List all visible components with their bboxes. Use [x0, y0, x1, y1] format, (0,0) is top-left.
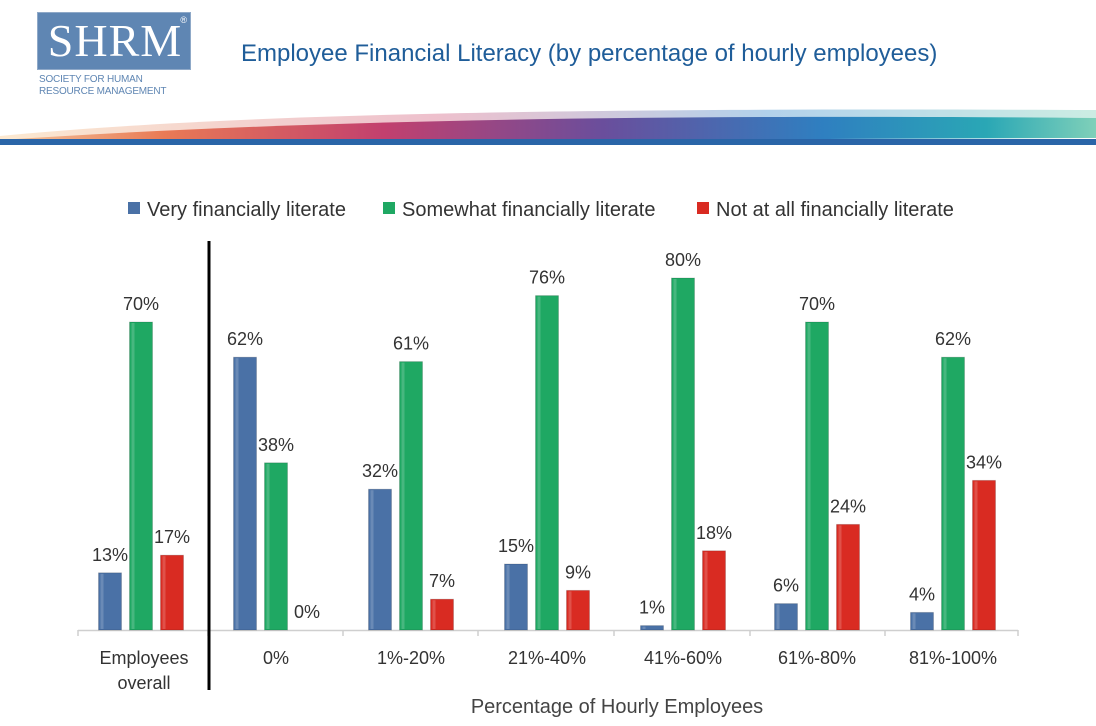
- bar-highlight: [913, 613, 916, 629]
- category-label: 1%-20%: [376, 648, 446, 668]
- legend-label-0: Very financially literate: [147, 199, 346, 221]
- category-label: 61%-80%: [777, 648, 857, 668]
- bar-highlight: [132, 323, 135, 629]
- page-title: Employee Financial Literacy (by percentage of hourly employees): [241, 40, 938, 67]
- bar-highlight: [643, 627, 646, 629]
- bar-highlight: [705, 552, 708, 629]
- data-label: 18%: [695, 522, 733, 543]
- data-label: 0%: [293, 602, 321, 622]
- data-label: 15%: [497, 536, 535, 556]
- data-label: 32%: [361, 461, 399, 482]
- data-label: 7%: [428, 571, 456, 592]
- category-label: 21%-40%: [507, 648, 587, 668]
- logo-registered-mark: ®: [180, 15, 187, 25]
- bar-highlight: [101, 574, 104, 629]
- bar-highlight: [674, 279, 677, 629]
- data-label: 62%: [934, 329, 972, 350]
- logo-subtitle-line2: RESOURCE MANAGEMENT: [39, 86, 167, 97]
- data-label: 70%: [798, 294, 836, 314]
- legend-swatch-0: [128, 202, 140, 214]
- data-label: 4%: [908, 584, 936, 605]
- category-label: 0%: [262, 648, 290, 668]
- legend-swatch-2: [697, 202, 709, 214]
- data-label: 80%: [664, 250, 702, 270]
- data-label: 13%: [91, 544, 129, 565]
- logo-subtitle-line1: SOCIETY FOR HUMAN: [39, 74, 143, 85]
- bar-highlight: [163, 556, 166, 629]
- data-label: 17%: [153, 527, 191, 548]
- legend-label-1: Somewhat financially literate: [402, 199, 656, 221]
- data-label: 6%: [772, 575, 800, 596]
- data-label: 76%: [528, 267, 566, 288]
- data-label: 62%: [226, 329, 264, 350]
- data-label: 70%: [122, 294, 160, 314]
- bar-highlight: [267, 464, 270, 629]
- data-label: 1%: [638, 597, 666, 618]
- logo-letters: SHRM: [47, 15, 183, 66]
- x-axis-title: Percentage of Hourly Employees: [470, 696, 764, 718]
- bar-highlight: [777, 605, 780, 629]
- bar-highlight: [569, 591, 572, 629]
- category-label: overall: [117, 673, 171, 693]
- data-label: 61%: [392, 333, 430, 354]
- bar-highlight: [538, 297, 541, 629]
- legend-swatch-1: [383, 202, 395, 214]
- bar-highlight: [944, 358, 947, 629]
- data-label: 38%: [257, 434, 295, 455]
- bar-highlight: [402, 363, 405, 629]
- bar-highlight: [975, 481, 978, 629]
- data-label: 9%: [564, 562, 592, 583]
- legend-label-2: Not at all financially literate: [716, 199, 954, 221]
- bar-highlight: [839, 525, 842, 629]
- data-label: 34%: [965, 452, 1003, 473]
- category-label: Employees: [99, 648, 189, 668]
- bar-highlight: [236, 358, 239, 629]
- bar-highlight: [371, 490, 374, 629]
- category-label: 41%-60%: [643, 648, 723, 668]
- bar-highlight: [808, 323, 811, 629]
- bar-highlight: [433, 600, 436, 629]
- data-label: 24%: [829, 496, 867, 517]
- bar-highlight: [507, 565, 510, 629]
- category-label: 81%-100%: [908, 648, 998, 668]
